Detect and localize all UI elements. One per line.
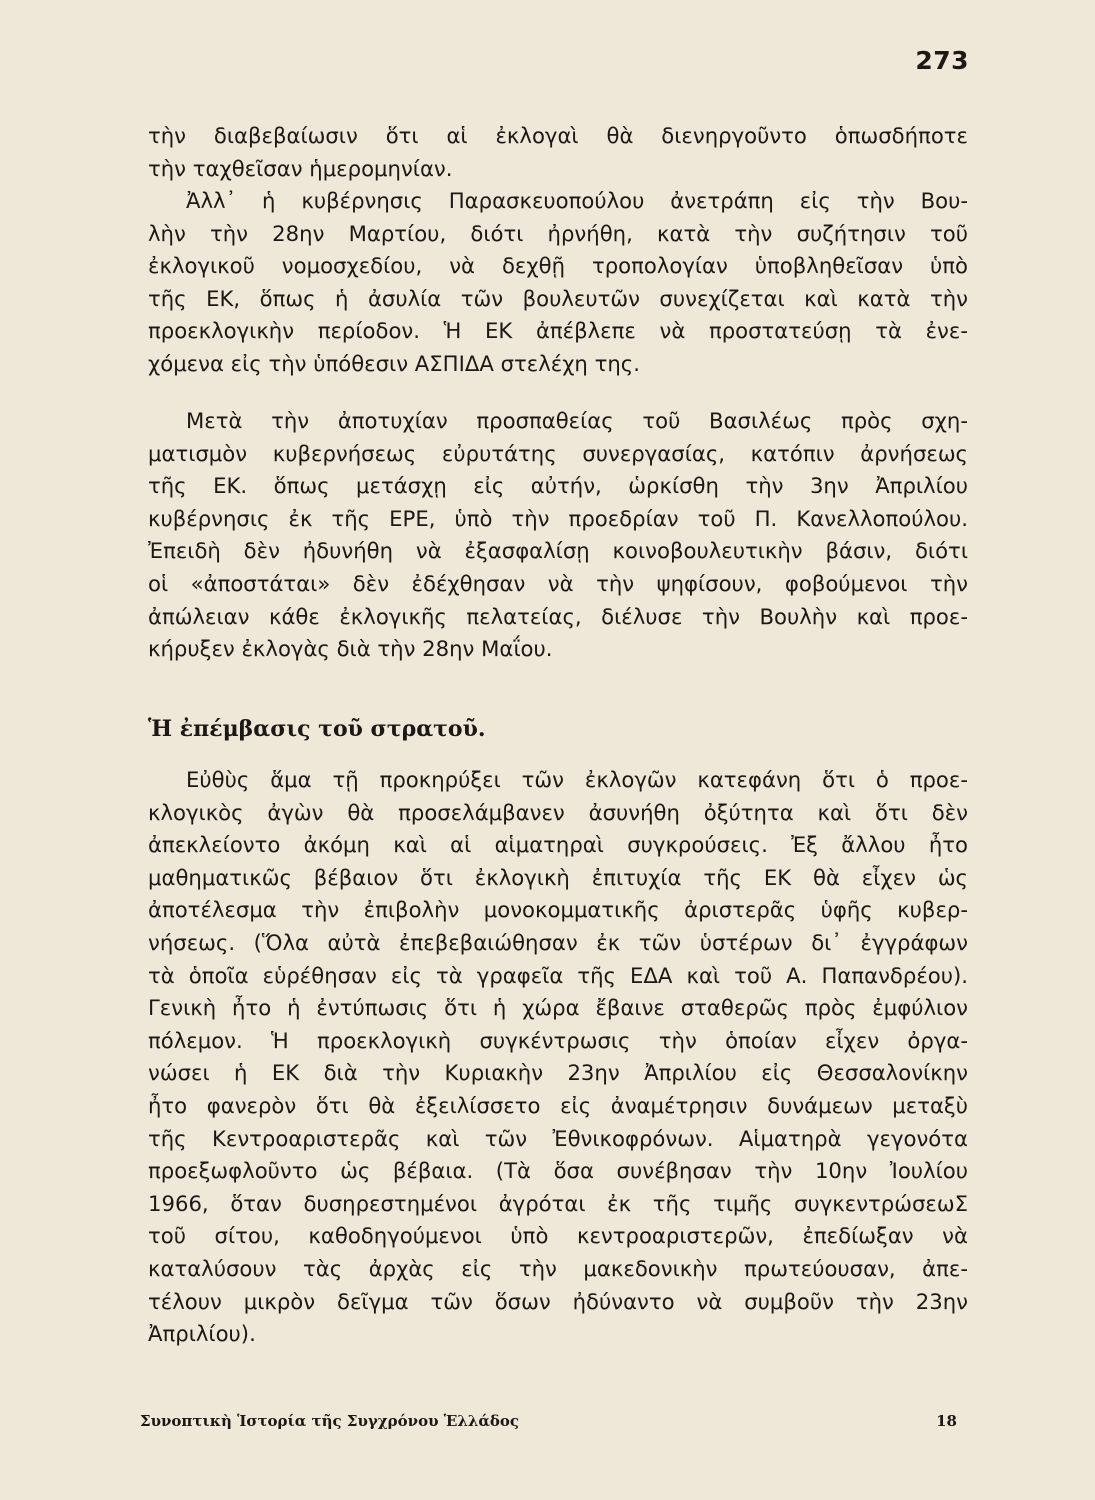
section-heading: Ἡ ἐπέμβασις τοῦ στρατοῦ. — [148, 716, 486, 742]
text-line: τῆς ΕΚ. ὅπως μετάσχῃ εἰς αὐτήν, ὡρκίσθη τὴν 3ην Ἀπριλίου — [148, 473, 968, 499]
text-line: 1966, ὅταν δυσηρεστημένοι ἀγρόται ἐκ τῆς τιμῆς συγκεντρώσεωΣ — [148, 1190, 968, 1216]
text-line: ἀποτέλεσμα τὴν ἐπιβολὴν μονοκομματικῆς ἀριστερᾶς ὑφῆς κυβερ- — [148, 897, 968, 923]
text-line: κυβέρνησις ἐκ τῆς ΕΡΕ, ὑπὸ τὴν προεδρίαν τοῦ Π. Κανελλοπούλου. — [148, 505, 968, 531]
text-line: νώσει ἡ ΕΚ διὰ τὴν Κυριακὴν 23ην Ἀπριλίου εἰς Θεσσαλονίκην — [148, 1060, 968, 1086]
footer-book-title: Συνοπτικὴ Ἱστορία τῆς Συγχρόνου Ἑλλάδος — [140, 1412, 520, 1430]
text-line: τῆς ΕΚ, ὅπως ἡ ἀσυλία τῶν βουλευτῶν συνεχίζεται καὶ κατὰ τὴν — [148, 285, 968, 311]
paragraph-3 — [148, 405, 968, 666]
text-line: Ἀλλ᾽ ἡ κυβέρνησις Παρασκευοπούλου ἀνετράπη εἰς τὴν Βου- — [186, 188, 968, 213]
text-line: ἀπώλειαν κάθε ἐκλογικῆς πελατείας, διέλυσε τὴν Βουλὴν καὶ προε- — [148, 603, 968, 629]
paragraph-4 — [148, 764, 968, 1351]
text-line: Γενικὴ ἦτο ἡ ἐντύπωσις ὅτι ἡ χώρα ἔβαινε σταθερῶς πρὸς ἐμφύλιον — [148, 995, 968, 1021]
page-number: 273 — [915, 46, 969, 75]
text-line: Εὐθὺς ἅμα τῇ προκηρύξει τῶν ἐκλογῶν κατεφάνη ὅτι ὁ προε- — [186, 767, 968, 792]
text-line: νήσεως. (Ὅλα αὐτὰ ἐπεβεβαιώθησαν ἐκ τῶν ὑστέρων δι᾽ ἐγγράφων — [148, 929, 968, 955]
text-line: καταλύσουν τὰς ἀρχὰς εἰς τὴν μακεδονικὴν πρωτεύουσαν, ἀπε- — [148, 1255, 968, 1281]
text-line: Ἐπειδὴ δὲν ἠδυνήθη νὰ ἐξασφαλίσῃ κοινοβουλευτικὴν βάσιν, διότι — [148, 538, 968, 564]
text-line: οἱ «ἀποστάται» δὲν ἐδέχθησαν νὰ τὴν ψηφίσουν, φοβούμενοι τὴν — [148, 570, 968, 596]
text-line: προεκλογικὴν περίοδον. Ἡ ΕΚ ἀπέβλεπε νὰ προστατεύσῃ τὰ ἐνε- — [148, 318, 968, 344]
paragraph-1 — [148, 120, 968, 185]
text-line: Ἀπριλίου). — [148, 1321, 256, 1347]
text-line: τῆς Κεντροαριστερᾶς καὶ τῶν Ἐθνικοφρόνων. Αἱματηρὰ γεγονότα — [148, 1125, 968, 1151]
footer-signature-number: 18 — [936, 1412, 957, 1430]
text-line: χόμενα εἰς τὴν ὑπόθεσιν ΑΣΠΙΔΑ στελέχη της. — [148, 350, 640, 376]
text-line: Μετὰ τὴν ἀποτυχίαν προσπαθείας τοῦ Βασιλέως πρὸς σχη- — [186, 408, 968, 433]
paragraph-2 — [148, 185, 968, 381]
text-line: κλογικὸς ἀγὼν θὰ προσελάμβανεν ἀσυνήθη ὀξύτητα καὶ ὅτι δὲν — [148, 799, 968, 825]
text-line: πόλεμον. Ἡ προεκλογικὴ συγκέντρωσις τὴν ὁποίαν εἶχεν ὀργα- — [148, 1027, 968, 1053]
text-line: τὰ ὁποῖα εὑρέθησαν εἰς τὰ γραφεῖα τῆς ΕΔΑ καὶ τοῦ Α. Παπανδρέου). — [148, 962, 968, 988]
text-line: τὴν ταχθεῖσαν ἡμερομηνίαν. — [148, 155, 453, 181]
text-line: τέλουν μικρὸν δεῖγμα τῶν ὅσων ἠδύναντο νὰ συμβοῦν τὴν 23ην — [148, 1288, 968, 1314]
text-line: ματισμὸν κυβερνήσεως εὐρυτάτης συνεργασίας, κατόπιν ἀρνήσεως — [148, 440, 968, 466]
text-line: τοῦ σίτου, καθοδηγούμενοι ὑπὸ κεντροαριστερῶν, ἐπεδίωξαν νὰ — [148, 1223, 968, 1249]
text-line: τὴν διαβεβαίωσιν ὅτι αἱ ἐκλογαὶ θὰ διενηργοῦντο ὁπωσδήποτε — [148, 123, 968, 148]
text-line: ἐκλογικοῦ νομοσχεδίου, νὰ δεχθῇ τροπολογίαν ὑποβληθεῖσαν ὑπὸ — [148, 253, 968, 279]
text-line: προεξωφλοῦντο ὡς βέβαια. (Τὰ ὅσα συνέβησαν τὴν 10ην Ἰουλίου — [148, 1158, 968, 1184]
text-line: λὴν τὴν 28ην Μαρτίου, διότι ἠρνήθη, κατὰ τὴν συζήτησιν τοῦ — [148, 220, 968, 246]
text-line: ἦτο φανερὸν ὅτι θὰ ἐξειλίσσετο εἰς ἀναμέτρησιν δυνάμεων μεταξὺ — [148, 1092, 968, 1118]
text-line: ἀπεκλείοντο ἀκόμη καὶ αἱ αἱματηραὶ συγκρούσεις. Ἐξ ἄλλου ἦτο — [148, 832, 968, 858]
text-line: κήρυξεν ἐκλογὰς διὰ τὴν 28ην Μαΐου. — [148, 636, 553, 662]
text-line: μαθηματικῶς βέβαιον ὅτι ἐκλογικὴ ἐπιτυχία τῆς ΕΚ θὰ εἶχεν ὡς — [148, 864, 968, 890]
